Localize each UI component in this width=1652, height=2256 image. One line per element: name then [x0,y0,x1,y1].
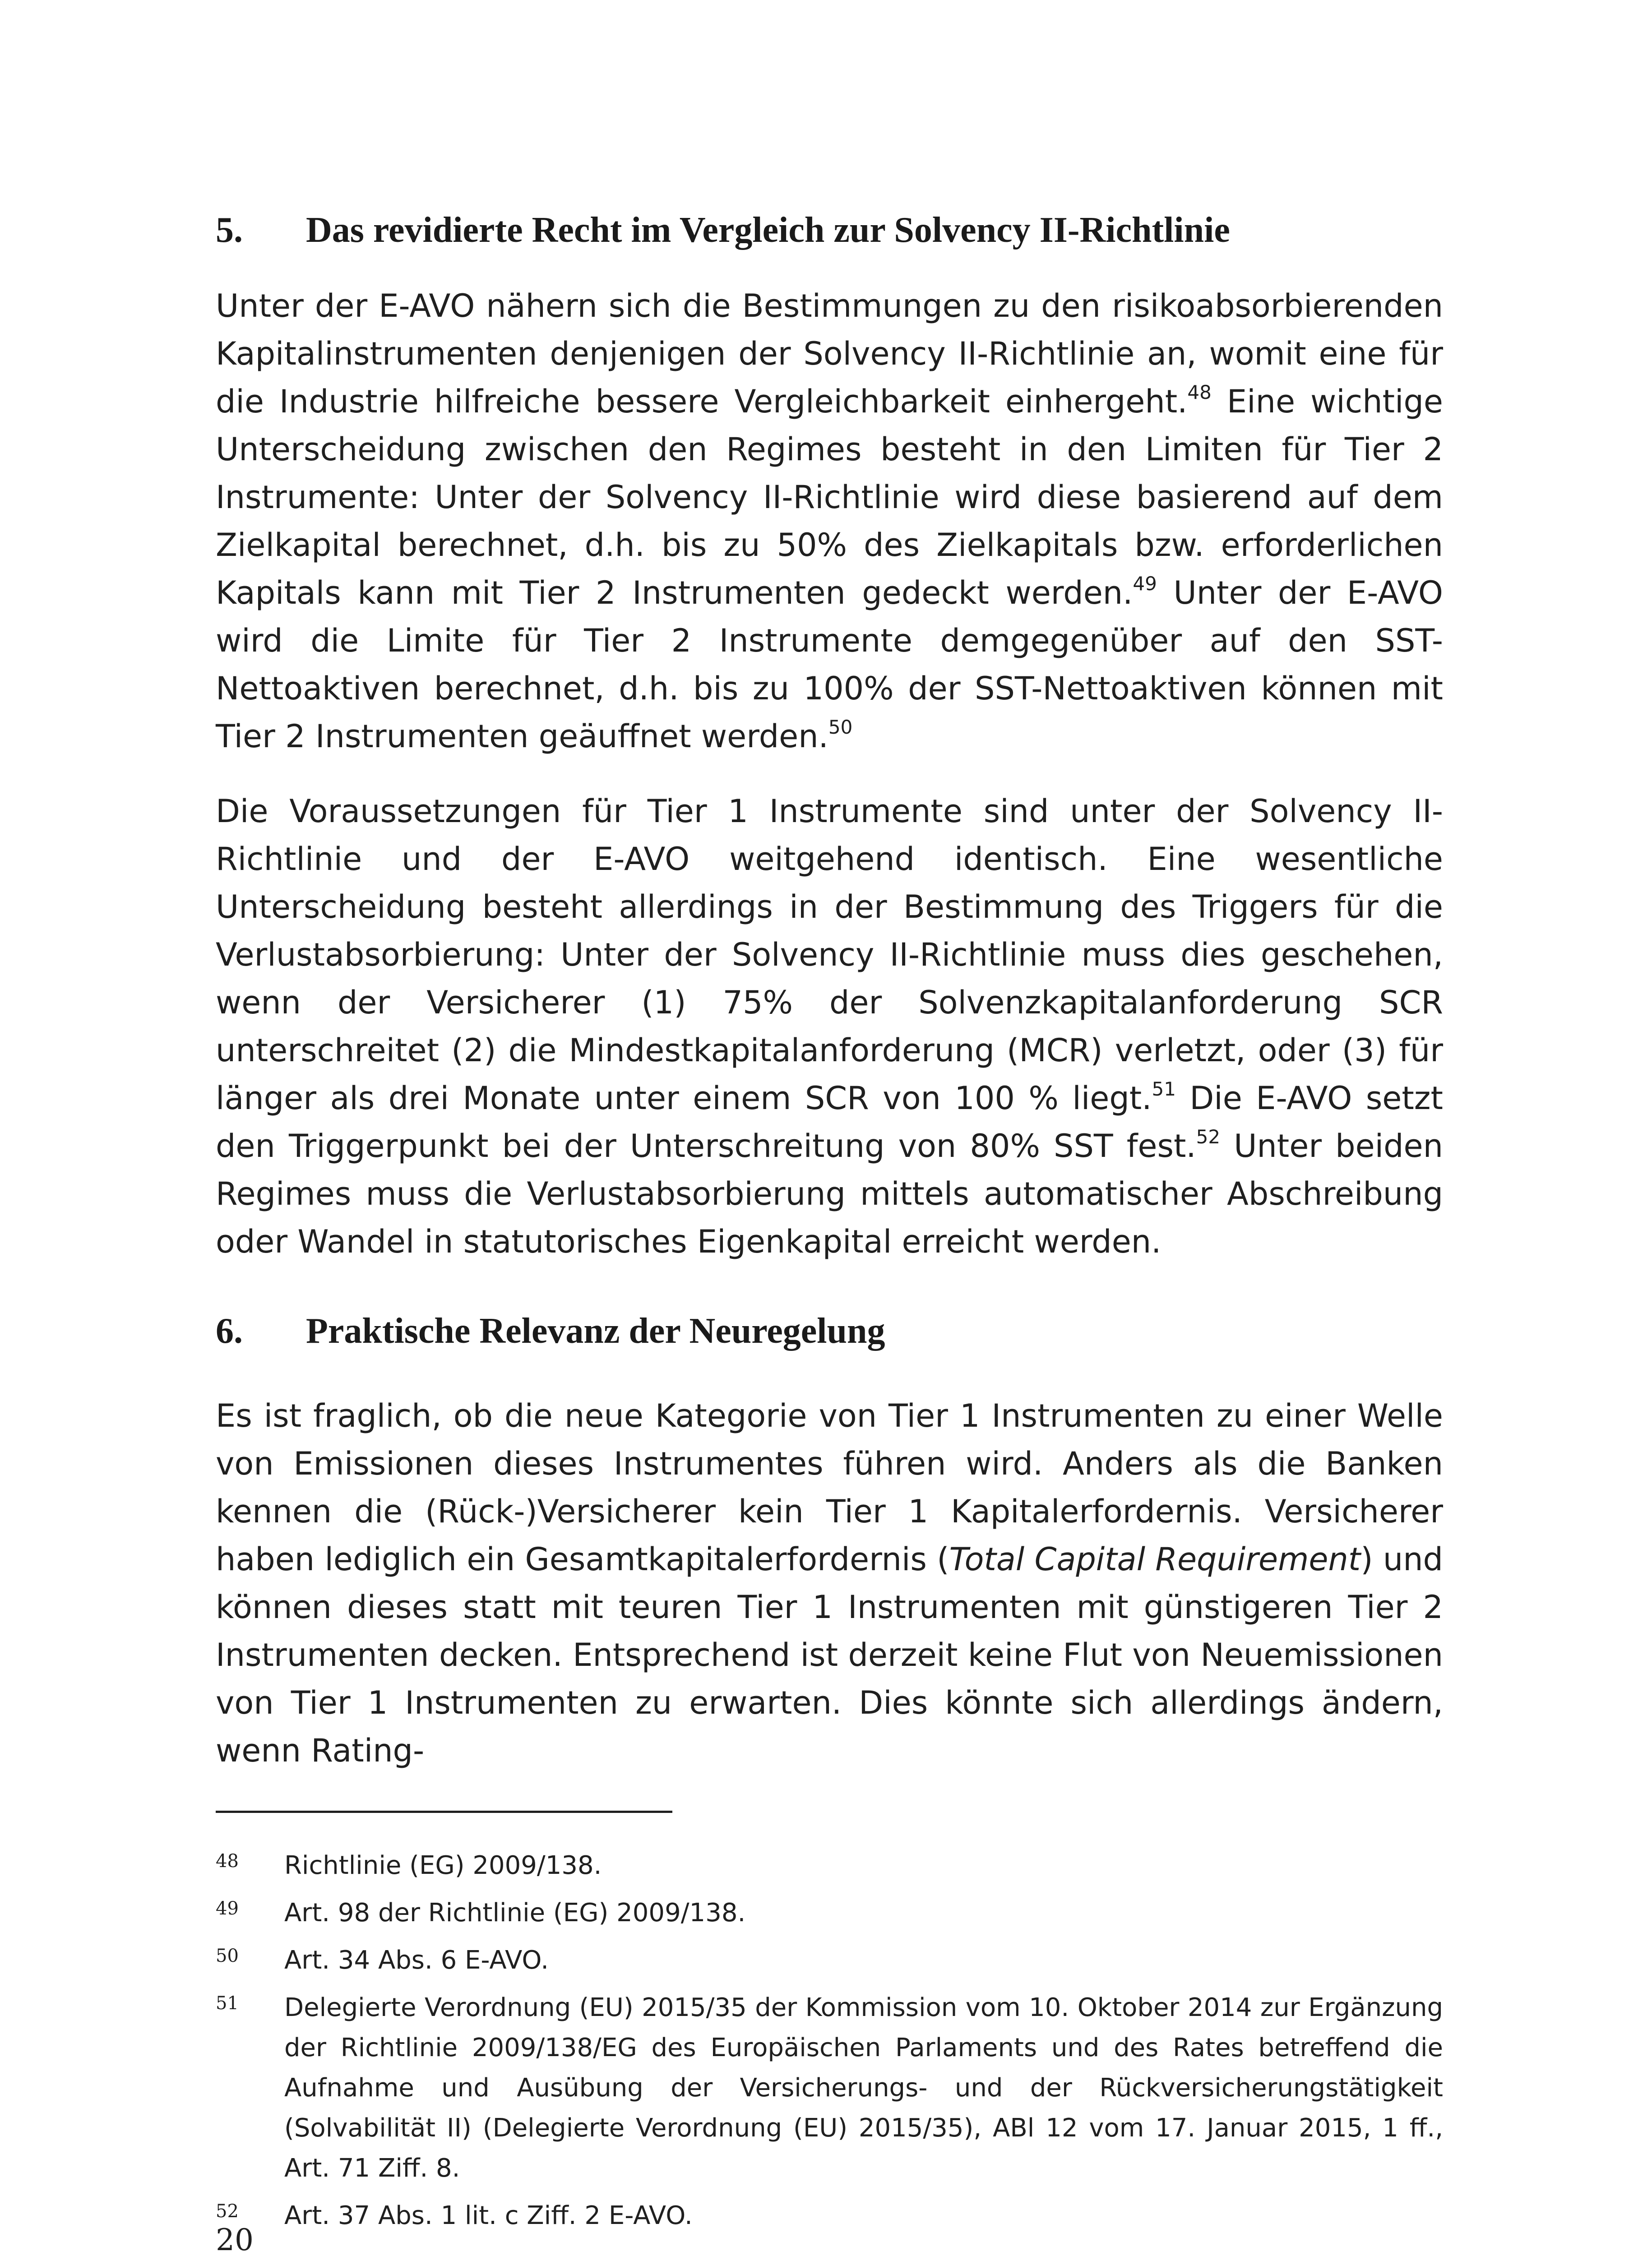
section-number: 6. [216,1311,243,1351]
paragraph-text: Unter der E-AVO wird die Limite für Tier 2 Instrumente demgegenüber auf den SST-Nettoaktiven berechnet, d.h. bis zu 100% der SST-Nettoaktiven können mit Tier 2 Instrumenten geäuffnet werden. [216,574,1443,755]
footnote-ref[interactable]: 49 [1133,573,1157,595]
footnote-ref[interactable]: 50 [828,716,853,738]
footnote-ref[interactable]: 52 [1196,1126,1221,1148]
paragraph-text: Unter beiden Regimes muss die Verlustabsorbierung mittels automatischer Abschreibung oder Wandel in statutorisches Eigenkapital erreicht werden. [216,1128,1443,1260]
paragraph [216,787,1443,1266]
page-number: 20 [216,2223,254,2256]
footnote-number: 52 [216,2201,239,2222]
footnote-number: 51 [216,1993,239,2014]
paragraph-text: Die E-AVO setzt den Triggerpunkt bei der Unterschreitung von 80% SST fest. [216,1080,1444,1165]
paragraph-text: Die Voraussetzungen für Tier 1 Instrumente sind unter der Solvency II-Richtlinie und der E-AVO weitgehend identisch. Eine wesentliche Unterscheidung besteht allerdings in der Bestimmung des Triggers für die Verlustabsorbierung: Unter der Solvency II-Richtlinie muss dies geschehen, wenn der Versicherer (1) 75% der Solvenzkapitalanforderung SCR unterschreitet (2) die Mindestkapitalanforderung (MCR) verletzt, oder (3) für länger als drei Monate unter einem SCR von 100 % liegt. [216,793,1443,1117]
footnote-text: Delegierte Verordnung (EU) 2015/35 der Kommission vom 10. Oktober 2014 zur Ergänzung der Richtlinie 2009/138/EG des Europäischen Parlaments und des Rates betreffend die Aufnahme und Ausübung der Versicherungs- und der Rückversicherungstätigkeit (Solvabilität II) (Delegierte Verordnung (EU) 2015/35), ABl 12 vom 17. Januar 2015, 1 ff., Art. 71 Ziff. 8. [284,1993,1443,2183]
footnote-text: Richtlinie (EG) 2009/138. [284,1851,602,1880]
footnote [216,1940,1443,1980]
footnote-number: 49 [216,1898,239,1919]
footnote-number: 50 [216,1946,239,1966]
footnote [216,1988,1443,2188]
main-content [216,205,1443,1775]
footnote-text: Art. 37 Abs. 1 lit. c Ziff. 2 E-AVO. [284,2201,693,2230]
footnote [216,2196,1443,2236]
paragraph [216,1392,1443,1775]
section-heading-5 [216,205,1443,255]
footnotes [216,1845,1443,2243]
section-title: Praktische Relevanz der Neuregelung [306,1311,885,1351]
paragraph-text: Eine wichtige Unterscheidung zwischen den Regimes besteht in den Limiten für Tier 2 Instrumente: Unter der Solvency II-Richtlinie wird diese basierend auf dem Zielkapital berechnet, d.h. bis zu 50% des Zielkapitals bzw. erforderlichen Kapitals kann mit Tier 2 Instrumenten gedeckt werden. [216,383,1443,611]
footnote-text: Art. 98 der Richtlinie (EG) 2009/138. [284,1898,746,1928]
paragraph-text: ) und können dieses statt mit teuren Tier 1 Instrumenten mit günstigeren Tier 2 Instrumenten decken. Entsprechend ist derzeit keine Flut von Neuemissionen von Tier 1 Instrumenten zu erwarten. Dies könnte sich allerdings ändern, wenn Rating- [216,1541,1443,1769]
paragraph-text: Unter der E-AVO nähern sich die Bestimmungen zu den risikoabsorbierenden Kapitalinstrumenten denjenigen der Solvency II-Richtlinie an, womit eine für die Industrie hilfreiche bessere Vergleichbarkeit einhergeht. [216,287,1443,420]
footnote-separator [216,1811,672,1813]
italic-term: Total Capital Requirement [949,1541,1361,1578]
paragraph-text: Es ist fraglich, ob die neue Kategorie von Tier 1 Instrumenten zu einer Welle von Emissionen dieses Instrumentes führen wird. Anders als die Banken kennen die (Rück-)Versicherer kein Tier 1 Kapitalerfordernis. Versicherer haben lediglich ein Gesamtkapitalerfordernis ( [216,1397,1443,1578]
footnote-ref[interactable]: 51 [1152,1078,1176,1100]
footnote-ref[interactable]: 48 [1187,381,1212,403]
footnote [216,1893,1443,1933]
section-number: 5. [216,210,243,250]
footnote-number: 48 [216,1851,239,1872]
footnote-text: Art. 34 Abs. 6 E-AVO. [284,1946,549,1975]
paragraph [216,282,1443,760]
footnote [216,1845,1443,1886]
section-title: Das revidierte Recht im Vergleich zur Solvency II-Richtlinie [306,210,1230,250]
section-heading-6 [216,1306,1443,1356]
